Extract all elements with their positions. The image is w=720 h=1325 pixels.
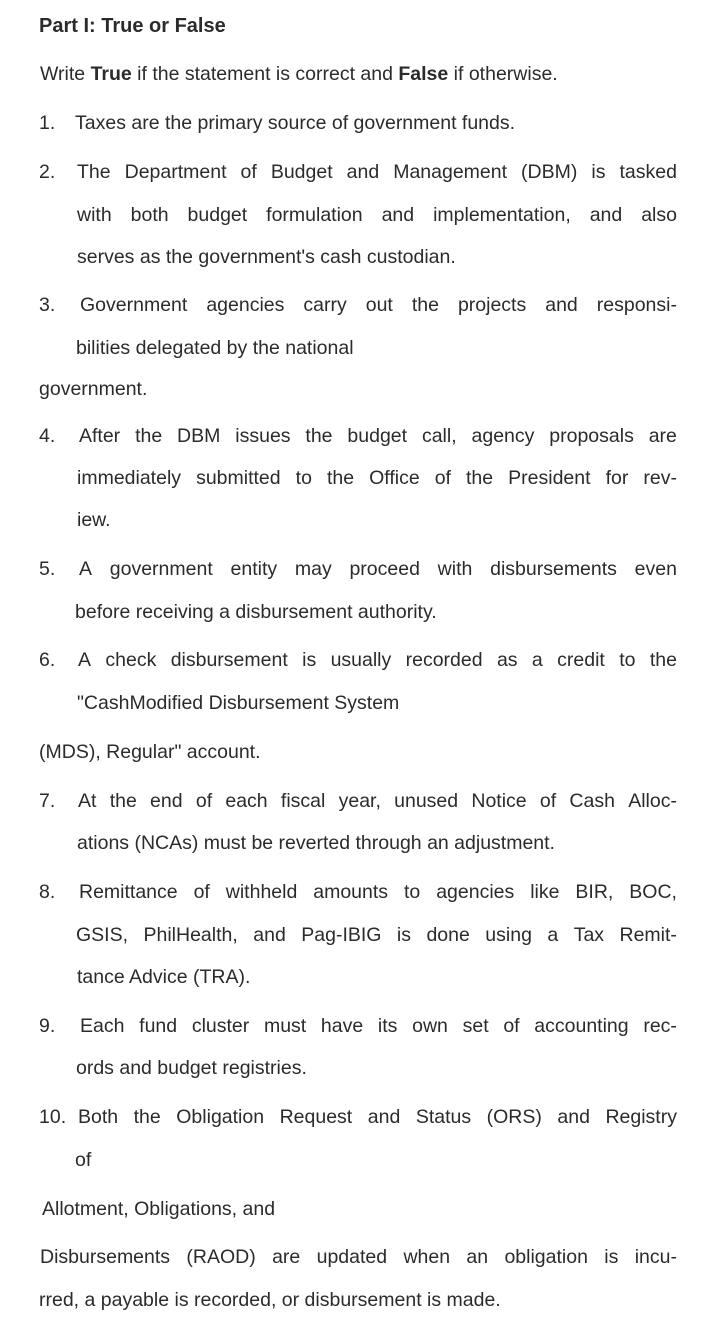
question-text-line: tance Advice (TRA). bbox=[77, 966, 251, 988]
question-text-line: ations (NCAs) must be reverted through an adjustment. bbox=[77, 832, 555, 854]
question-text-line: A check disbursement is usually recorded as a credit to the bbox=[78, 649, 677, 671]
question-number: 3. bbox=[39, 294, 56, 316]
instruction-post: if otherwise. bbox=[448, 63, 558, 85]
question-number: 6. bbox=[39, 649, 56, 671]
question-text-line: Both the Obligation Request and Status (ORS) and Registry bbox=[78, 1106, 677, 1128]
question-text-line: iew. bbox=[77, 509, 111, 531]
question-number: 4. bbox=[39, 425, 56, 447]
question-text-line: government. bbox=[39, 378, 148, 400]
question-text-line: serves as the government's cash custodian. bbox=[77, 246, 456, 268]
question-text-line: of bbox=[75, 1149, 92, 1171]
question-number: 5. bbox=[39, 558, 56, 580]
question-number: 1. bbox=[39, 112, 56, 134]
instruction-pre: Write bbox=[40, 63, 91, 85]
question-text-line: before receiving a disbursement authority. bbox=[75, 601, 437, 623]
question-text-line: Government agencies carry out the projects and responsi- bbox=[80, 294, 677, 316]
question-text-line: Taxes are the primary source of government funds. bbox=[75, 112, 516, 134]
question-number: 7. bbox=[39, 790, 56, 812]
question-text-line: Each fund cluster must have its own set of accounting rec- bbox=[80, 1015, 677, 1037]
question-text-line: The Department of Budget and Management (DBM) is tasked bbox=[77, 161, 677, 183]
question-text-line: After the DBM issues the budget call, agency proposals are bbox=[79, 425, 677, 447]
question-text-line: GSIS, PhilHealth, and Pag-IBIG is done using a Tax Remit- bbox=[76, 924, 677, 946]
question-text-line: Remittance of withheld amounts to agencies like BIR, BOC, bbox=[79, 881, 677, 903]
instruction-false-word: False bbox=[398, 63, 449, 85]
question-number: 2. bbox=[39, 161, 56, 183]
question-text-line: Allotment, Obligations, and bbox=[42, 1198, 276, 1220]
question-text-line: ords and budget registries. bbox=[76, 1057, 307, 1079]
question-text-line: immediately submitted to the Office of the President for rev- bbox=[77, 467, 677, 489]
question-text-line: bilities delegated by the national bbox=[76, 337, 354, 359]
question-text-line: At the end of each fiscal year, unused Notice of Cash Alloc- bbox=[78, 790, 677, 812]
question-text-line: with both budget formulation and implementation, and also bbox=[77, 204, 677, 226]
question-text-line: rred, a payable is recorded, or disbursement is made. bbox=[39, 1289, 501, 1311]
instruction-true-word: True bbox=[90, 63, 132, 85]
question-text-line: "CashModified Disbursement System bbox=[77, 692, 400, 714]
question-text-line: A government entity may proceed with disbursements even bbox=[79, 558, 677, 580]
heading: Part I: True or False bbox=[39, 15, 226, 37]
instruction-mid: if the statement is correct and bbox=[131, 63, 399, 85]
question-number: 9. bbox=[39, 1015, 56, 1037]
question-text-line: Disbursements (RAOD) are updated when an obligation is incu- bbox=[40, 1246, 677, 1268]
instruction bbox=[40, 65, 558, 85]
question-number: 10. bbox=[39, 1106, 67, 1128]
question-number: 8. bbox=[39, 881, 56, 903]
question-text-line: (MDS), Regular" account. bbox=[39, 741, 261, 763]
